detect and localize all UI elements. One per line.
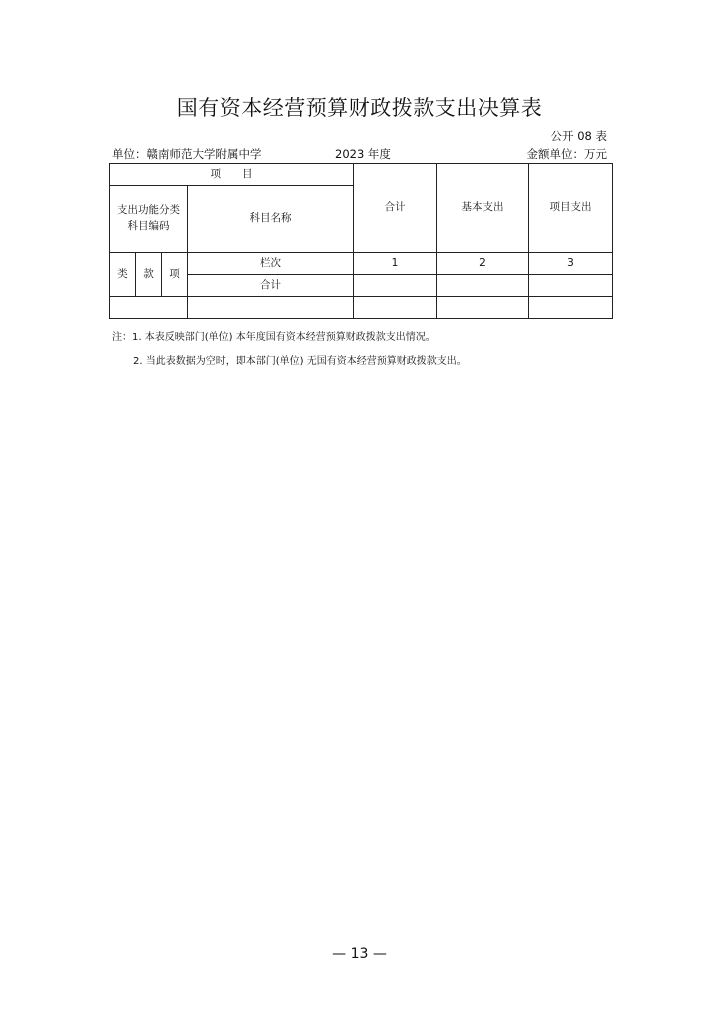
col-number-2: 2	[437, 253, 529, 275]
header-total: 合计	[354, 164, 437, 253]
total-label: 合计	[188, 275, 354, 297]
empty-name-cell	[188, 297, 354, 319]
empty-code-cell	[110, 297, 188, 319]
year-label: 2023 年度	[335, 147, 391, 161]
table-row-column-order	[110, 253, 613, 275]
header-basic-expenditure: 基本支出	[437, 164, 529, 253]
document-title: 国有资本经营预算财政拨款支出决算表	[176, 96, 543, 120]
col-number-1: 1	[354, 253, 437, 275]
header-code-line-1: 支出功能分类	[117, 204, 180, 217]
total-value-cell	[354, 275, 437, 297]
basic-value-cell	[437, 275, 529, 297]
amount-unit-label: 金额单位：万元	[526, 147, 607, 161]
note-2: 2. 当此表数据为空时，即本部门(单位) 无国有资本经营预算财政拨款支出。	[133, 356, 467, 367]
header-code-line-2: 科目编码	[127, 220, 170, 232]
header-project: 项 目	[110, 164, 354, 186]
empty-total-cell	[354, 297, 437, 319]
header-function-code	[110, 186, 188, 253]
page-number: — 13 —	[332, 946, 387, 962]
header-subject-name: 科目名称	[188, 186, 354, 253]
note-1: 注：1. 本表反映部门(单位) 本年度国有资本经营预算财政拨款支出情况。	[112, 332, 436, 343]
notes	[112, 326, 467, 374]
col-item: 款	[136, 253, 162, 297]
col-class: 类	[110, 253, 136, 297]
unit-label: 单位：赣南师范大学附属中学	[112, 147, 262, 161]
expenditure-table	[109, 163, 613, 319]
empty-project-cell	[529, 297, 613, 319]
form-number: 公开 08 表	[550, 129, 607, 143]
col-sub: 项	[162, 253, 188, 297]
table-row-empty	[110, 297, 613, 319]
header-project-expenditure: 项目支出	[529, 164, 613, 253]
project-value-cell	[529, 275, 613, 297]
empty-basic-cell	[437, 297, 529, 319]
col-number-3: 3	[529, 253, 613, 275]
row-order-label: 栏次	[188, 253, 354, 275]
table-header-row-1	[110, 164, 613, 186]
